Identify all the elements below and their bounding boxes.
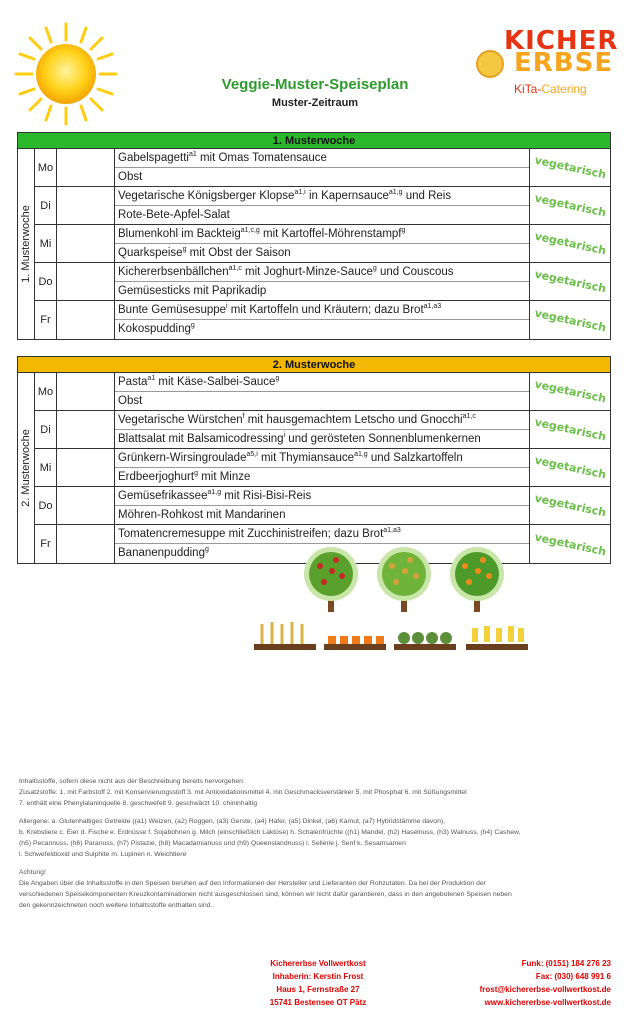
day-name: Di bbox=[35, 187, 57, 224]
vegetarian-label: vegetarisch bbox=[533, 415, 607, 444]
info-text: Inhaltsstoffe, sofern diese nicht aus der Beschreibung bereits hervorgehen: bbox=[19, 778, 245, 785]
page-subtitle: Muster-Zeitraum bbox=[271, 97, 359, 109]
day-row-mo bbox=[35, 373, 610, 411]
week-side-label: 1. Musterwoche bbox=[18, 149, 35, 339]
week-table-1 bbox=[17, 132, 611, 340]
company-name: Kichererbse Vollwertkost bbox=[270, 959, 366, 968]
vegetarian-label: vegetarisch bbox=[533, 306, 607, 334]
side-dish: Kokospudding$^g$ bbox=[118, 322, 195, 335]
day-name: Di bbox=[35, 411, 57, 448]
day-name: Mo bbox=[35, 373, 57, 410]
vegetarian-label: vegetarisch bbox=[533, 153, 607, 182]
day-row-di bbox=[35, 187, 610, 225]
warning-text: verschiedenen Speisekomponenten Kreuzkontaminationen nicht ausgeschlossen sind, können wir nicht dafür garantieren, dass in den angebotenen Speisen neben bbox=[19, 891, 512, 898]
day-row-di bbox=[35, 411, 610, 449]
side-dish: Obst bbox=[118, 170, 143, 183]
owner: Inhaberin: Kerstin Frost bbox=[272, 972, 364, 981]
main-dish: Tomatencremesuppe mit Zucchinistreifen; dazu Brot$^{a1,a3}$ bbox=[115, 525, 529, 544]
day-row-mo bbox=[35, 149, 610, 187]
day-name: Fr bbox=[35, 301, 57, 339]
fax: Fax: (030) 648 991 6 bbox=[535, 972, 611, 981]
fruit-trees-illustration bbox=[300, 544, 510, 614]
main-dish: Gemüsefrikassee$^{a1,g}$ mit Risi-Bisi-Reis bbox=[115, 487, 529, 506]
main-dish: Blumenkohl im Backteig$^{a1,c,g}$ mit Kartoffel-Möhrenstampf$^g$ bbox=[115, 225, 529, 244]
side-dish: Rote-Bete-Apfel-Salat bbox=[118, 208, 230, 221]
day-name: Mi bbox=[35, 449, 57, 486]
street: Haus 1, Fernstraße 27 bbox=[276, 985, 360, 994]
warning-text: den gekennzeichneten noch weitere Inhaltsstoffe enthalten sind. bbox=[19, 902, 213, 909]
side-dish: Quarkspeise$^g$ mit Obst der Saison bbox=[118, 245, 291, 259]
main-dish: Bunte Gemüsesuppe$^i$ mit Kartoffeln und Kräutern; dazu Brot$^{a1,a3}$ bbox=[115, 301, 529, 320]
week-table-2 bbox=[17, 356, 611, 564]
main-dish: Vegetarische Würstchen$^f$ mit hausgemachtem Letscho und Gnocchi$^{a1,c}$ bbox=[115, 411, 529, 430]
day-row-do bbox=[35, 487, 610, 525]
website-link[interactable]: www.kichererbse-vollwertkost.de bbox=[484, 998, 611, 1007]
main-dish: Vegetarische Königsberger Klopse$^{a1,i}$ in Kapernsauce$^{a1,g}$ und Reis bbox=[115, 187, 529, 206]
day-name: Do bbox=[35, 487, 57, 524]
side-dish: Gemüsesticks mit Paprikadip bbox=[118, 284, 267, 297]
side-dish: Möhren-Rohkost mit Mandarinen bbox=[118, 508, 286, 521]
day-name: Mo bbox=[35, 149, 57, 186]
vegetarian-label: vegetarisch bbox=[533, 267, 607, 296]
info-text: 7. enthält eine Phenylalaninquelle 8. geschwefelt 9. geschwärzt 10. chininhaltig bbox=[19, 800, 258, 807]
side-dish: Erdbeerjoghurt$^g$ mit Minze bbox=[118, 469, 251, 483]
week-side-label: 2. Musterwoche bbox=[18, 373, 35, 563]
logo-word-kicher: KICHER bbox=[504, 26, 619, 56]
logo-word-erbse: ERBSE bbox=[514, 48, 614, 78]
sun-illustration bbox=[14, 22, 118, 126]
logo bbox=[474, 26, 619, 102]
side-dish: Obst bbox=[118, 394, 143, 407]
vegetarian-label: vegetarisch bbox=[533, 530, 607, 558]
footer-contact bbox=[420, 957, 611, 1009]
day-row-mi bbox=[35, 449, 610, 487]
city: 15741 Bestensee OT Pätz bbox=[269, 998, 367, 1007]
logo-subtitle: KiTa-Catering bbox=[514, 82, 587, 96]
side-dish: Bananenpudding$^g$ bbox=[118, 546, 209, 559]
side-dish: Blattsalat mit Balsamicodressing$^i$ und gerösteten Sonnenblumenkernen bbox=[118, 431, 481, 445]
vegetarian-label: vegetarisch bbox=[533, 453, 607, 482]
day-name: Do bbox=[35, 263, 57, 300]
vegetable-beds-illustration bbox=[252, 618, 612, 652]
footer-address bbox=[258, 957, 378, 1009]
vegetarian-label: vegetarisch bbox=[533, 491, 607, 520]
main-dish: Pasta$^{a1}$ mit Käse-Salbei-Sauce$^g$ bbox=[115, 373, 529, 392]
phone: Funk: (0151) 184 276 23 bbox=[521, 959, 611, 968]
day-row-mi bbox=[35, 225, 610, 263]
week-header: 2. Musterwoche bbox=[18, 357, 610, 373]
chickpea-icon bbox=[476, 50, 504, 78]
vegetarian-label: vegetarisch bbox=[533, 229, 607, 258]
allergen-text: (h5) Pecannuss, (h6) Paranuss, (h7) Pistazie, (h8) Macadamianuss und (h9) Queenslandnuss) i. Sellerie j. Senf k. Sesamsamen bbox=[19, 840, 406, 847]
vegetarian-label: vegetarisch bbox=[533, 377, 607, 406]
allergen-text: Allergene: a. Glutenhaltiges Getreide ((a1) Weizen, (a2) Roggen, (a3) Gerste, (a4) Hafer, (a5) Dinkel, (a6) Kamut, (a7) Hybridstämme davon), bbox=[19, 818, 445, 825]
day-name: Mi bbox=[35, 225, 57, 262]
allergen-text: b. Krebstiere c. Eier d. Fische e. Erdnüsse f. Sojabohnen g. Milch (einschließlich Laktose) h. Schalenfrüchte ((h1) Mandel, (h2) Haselnuss, (h3) Walnuss, (h4) Cashew, bbox=[19, 829, 521, 836]
allergen-text: l. Schwefeldioxid und Sulphite m. Lupinen n. Weichtiere bbox=[19, 851, 187, 858]
day-row-do bbox=[35, 263, 610, 301]
warning-text: Achtung! bbox=[19, 869, 46, 876]
vegetarian-label: vegetarisch bbox=[533, 191, 607, 220]
week-header: 1. Musterwoche bbox=[18, 133, 610, 149]
day-row-fr bbox=[35, 301, 610, 339]
main-dish: Kichererbsenbällchen$^{a1,c}$ mit Joghurt-Minze-Sauce$^g$ und Couscous bbox=[115, 263, 529, 282]
main-dish: Gabelspagetti$^{a1}$ mit Omas Tomatensauce bbox=[115, 149, 529, 168]
day-name: Fr bbox=[35, 525, 57, 563]
warning-text: Die Angaben über die Inhaltsstoffe in den Speisen beruhen auf den Informationen der Hersteller und Lieferanten der Rohzutaten. Da bei der Produktion der bbox=[19, 880, 486, 887]
header bbox=[140, 76, 490, 109]
info-text: Zusatzstoffe: 1. mit Farbstoff 2. mit Konservierungsstoff 3. mit Antioxidationsmittel 4. mit Geschmacksverstärker 5. mit Phosphat 6. mit Süßungsmittel bbox=[19, 789, 467, 796]
page-title: Veggie-Muster-Speiseplan bbox=[221, 76, 409, 93]
email-link[interactable]: frost@kichererbse-vollwertkost.de bbox=[479, 985, 611, 994]
ingredients-info bbox=[19, 776, 611, 918]
main-dish: Grünkern-Wirsingroulade$^{a5,i}$ mit Thymiansauce$^{a1,g}$ und Salzkartoffeln bbox=[115, 449, 529, 468]
